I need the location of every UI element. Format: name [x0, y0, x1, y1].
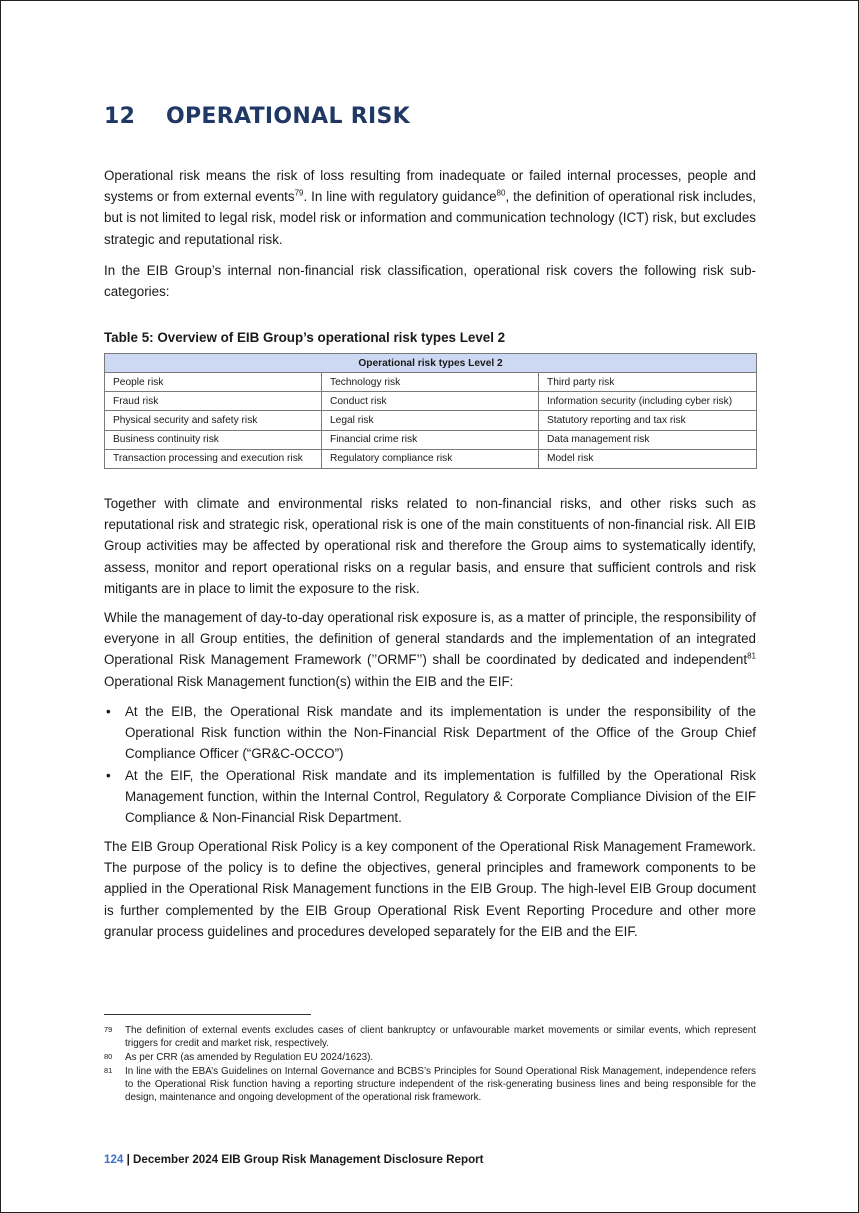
footnote-number: 80: [104, 1052, 113, 1061]
table-cell: Business continuity risk: [105, 430, 322, 449]
footnote-divider: [104, 1014, 311, 1015]
intro-paragraph-1: [104, 165, 756, 250]
table-cell: Financial crime risk: [322, 430, 539, 449]
list-item: • At the EIF, the Operational Risk mandate and its implementation is fulfilled by the Operational Risk Management function, within the Internal Control, Regulatory & Corporate Compliance Division of the EIF Compliance & Non-Financial Risk Department.: [104, 765, 756, 829]
body-paragraph-5: The EIB Group Operational Risk Policy is a key component of the Operational Risk Management Framework. The purpose of the policy is to define the objectives, general principles and framework components to be applied in the Operational Risk Management functions in the EIB Group. The high-level EIB Group document is further complemented by the EIB Group Operational Risk Event Reporting Procedure and other more granular process guidelines and procedures developed separately for the EIB and the EIF.: [104, 839, 756, 939]
table-row: [105, 411, 757, 430]
table-cell: Data management risk: [539, 430, 757, 449]
table-cell: Transaction processing and execution risk: [105, 449, 322, 468]
intro-text-a: Operational risk means the risk of loss resulting from inadequate or failed internal processes, people and systems or from external events: [104, 168, 756, 205]
footnote-number: 81: [104, 1066, 113, 1075]
footnote: [104, 1065, 756, 1104]
table-cell: Legal risk: [322, 411, 539, 430]
section-title: OPERATIONAL RISK: [166, 104, 410, 129]
page-number: 124: [104, 1153, 124, 1166]
footer-title: December 2024 EIB Group Risk Management Disclosure Report: [133, 1153, 484, 1166]
table-cell: Fraud risk: [105, 392, 322, 411]
table-row: [105, 430, 757, 449]
intro-paragraph-2: In the EIB Group’s internal non-financial risk classification, operational risk covers the following risk sub-categories:: [104, 263, 756, 300]
table-cell: Conduct risk: [322, 392, 539, 411]
section-heading: [104, 104, 410, 129]
list-item: • At the EIB, the Operational Risk mandate and its implementation is under the responsibility of the Operational Risk function within the Non-Financial Risk Department of the Office of the Group Chief Compliance Officer (“GR&C-OCCO”): [104, 701, 756, 765]
footnote-number: 79: [104, 1025, 113, 1034]
table-cell: Technology risk: [322, 373, 539, 392]
table-cell: People risk: [105, 373, 322, 392]
footnote: [104, 1051, 756, 1064]
footnote-text: As per CRR (as amended by Regulation EU 2024/1623).: [125, 1052, 374, 1063]
table-row: [105, 373, 757, 392]
bullet-list: [104, 701, 756, 828]
table-cell: Information security (including cyber risk): [539, 392, 757, 411]
table-cell: Statutory reporting and tax risk: [539, 411, 757, 430]
section-number: 12: [104, 104, 136, 129]
footnote: [104, 1024, 756, 1050]
table-caption: Table 5: Overview of EIB Group’s operational risk types Level 2: [104, 330, 506, 345]
table-cell: Model risk: [539, 449, 757, 468]
body-p4-text-a: While the management of day-to-day operational risk exposure is, as a matter of principle, the responsibility of everyone in all Group entities, the definition of general standards and the implementation of an integrated Operational Risk Management Framework (’’ORMF’’) shall be coordinated by dedicated and independent: [104, 610, 756, 668]
body-p4-text-b: Operational Risk Management function(s) within the EIB and the EIF:: [104, 673, 514, 689]
footnote-text: In line with the EBA’s Guidelines on Internal Governance and BCBS’s Principles for Sound Operational Risk Management, independence refers to the Operational Risk function having a reporting structure independent of the risk-generating business lines and being responsible for the design, maintenance and ongoing development of the operational risk framework.: [125, 1066, 756, 1103]
footnote-ref-80[interactable]: 80: [496, 188, 506, 198]
footnote-text: The definition of external events excludes cases of client bankruptcy or unfavourable market movements or similar events, which represent triggers for credit and market risk, respectively.: [125, 1025, 756, 1049]
intro-text-b: . In line with regulatory guidance: [303, 189, 497, 205]
table-row: [105, 392, 757, 411]
table-cell: Physical security and safety risk: [105, 411, 322, 430]
table-cell: Third party risk: [539, 373, 757, 392]
page-footer: [104, 1153, 484, 1166]
table-row: [105, 449, 757, 468]
footnote-ref-79[interactable]: 79: [294, 188, 304, 198]
footnote-ref-81[interactable]: 81: [747, 651, 756, 661]
body-paragraph-3: Together with climate and environmental risks related to non-financial risks, and other risks such as reputational risk and strategic risk, operational risk is one of the main constituents of non-financial risk. All EIB Group activities may be affected by operational risk and therefore the Group aims to systematically identify, assess, monitor and report operational risks on a regular basis, and ensure that sufficient controls and risk mitigants are in place to limit the exposure to the risk.: [104, 496, 756, 596]
intro-text-c: , the definition of operational risk includes, but is not limited to legal risk, model risk or information and communication technology (ICT) risk, but excludes strategic and reputational risk.: [104, 189, 756, 247]
footer-separator: |: [123, 1153, 134, 1166]
body-paragraph-4: [104, 607, 756, 692]
table-header: Operational risk types Level 2: [105, 354, 757, 373]
risk-types-table: [104, 353, 757, 469]
table-cell: Regulatory compliance risk: [322, 449, 539, 468]
footnotes: [104, 1024, 756, 1105]
